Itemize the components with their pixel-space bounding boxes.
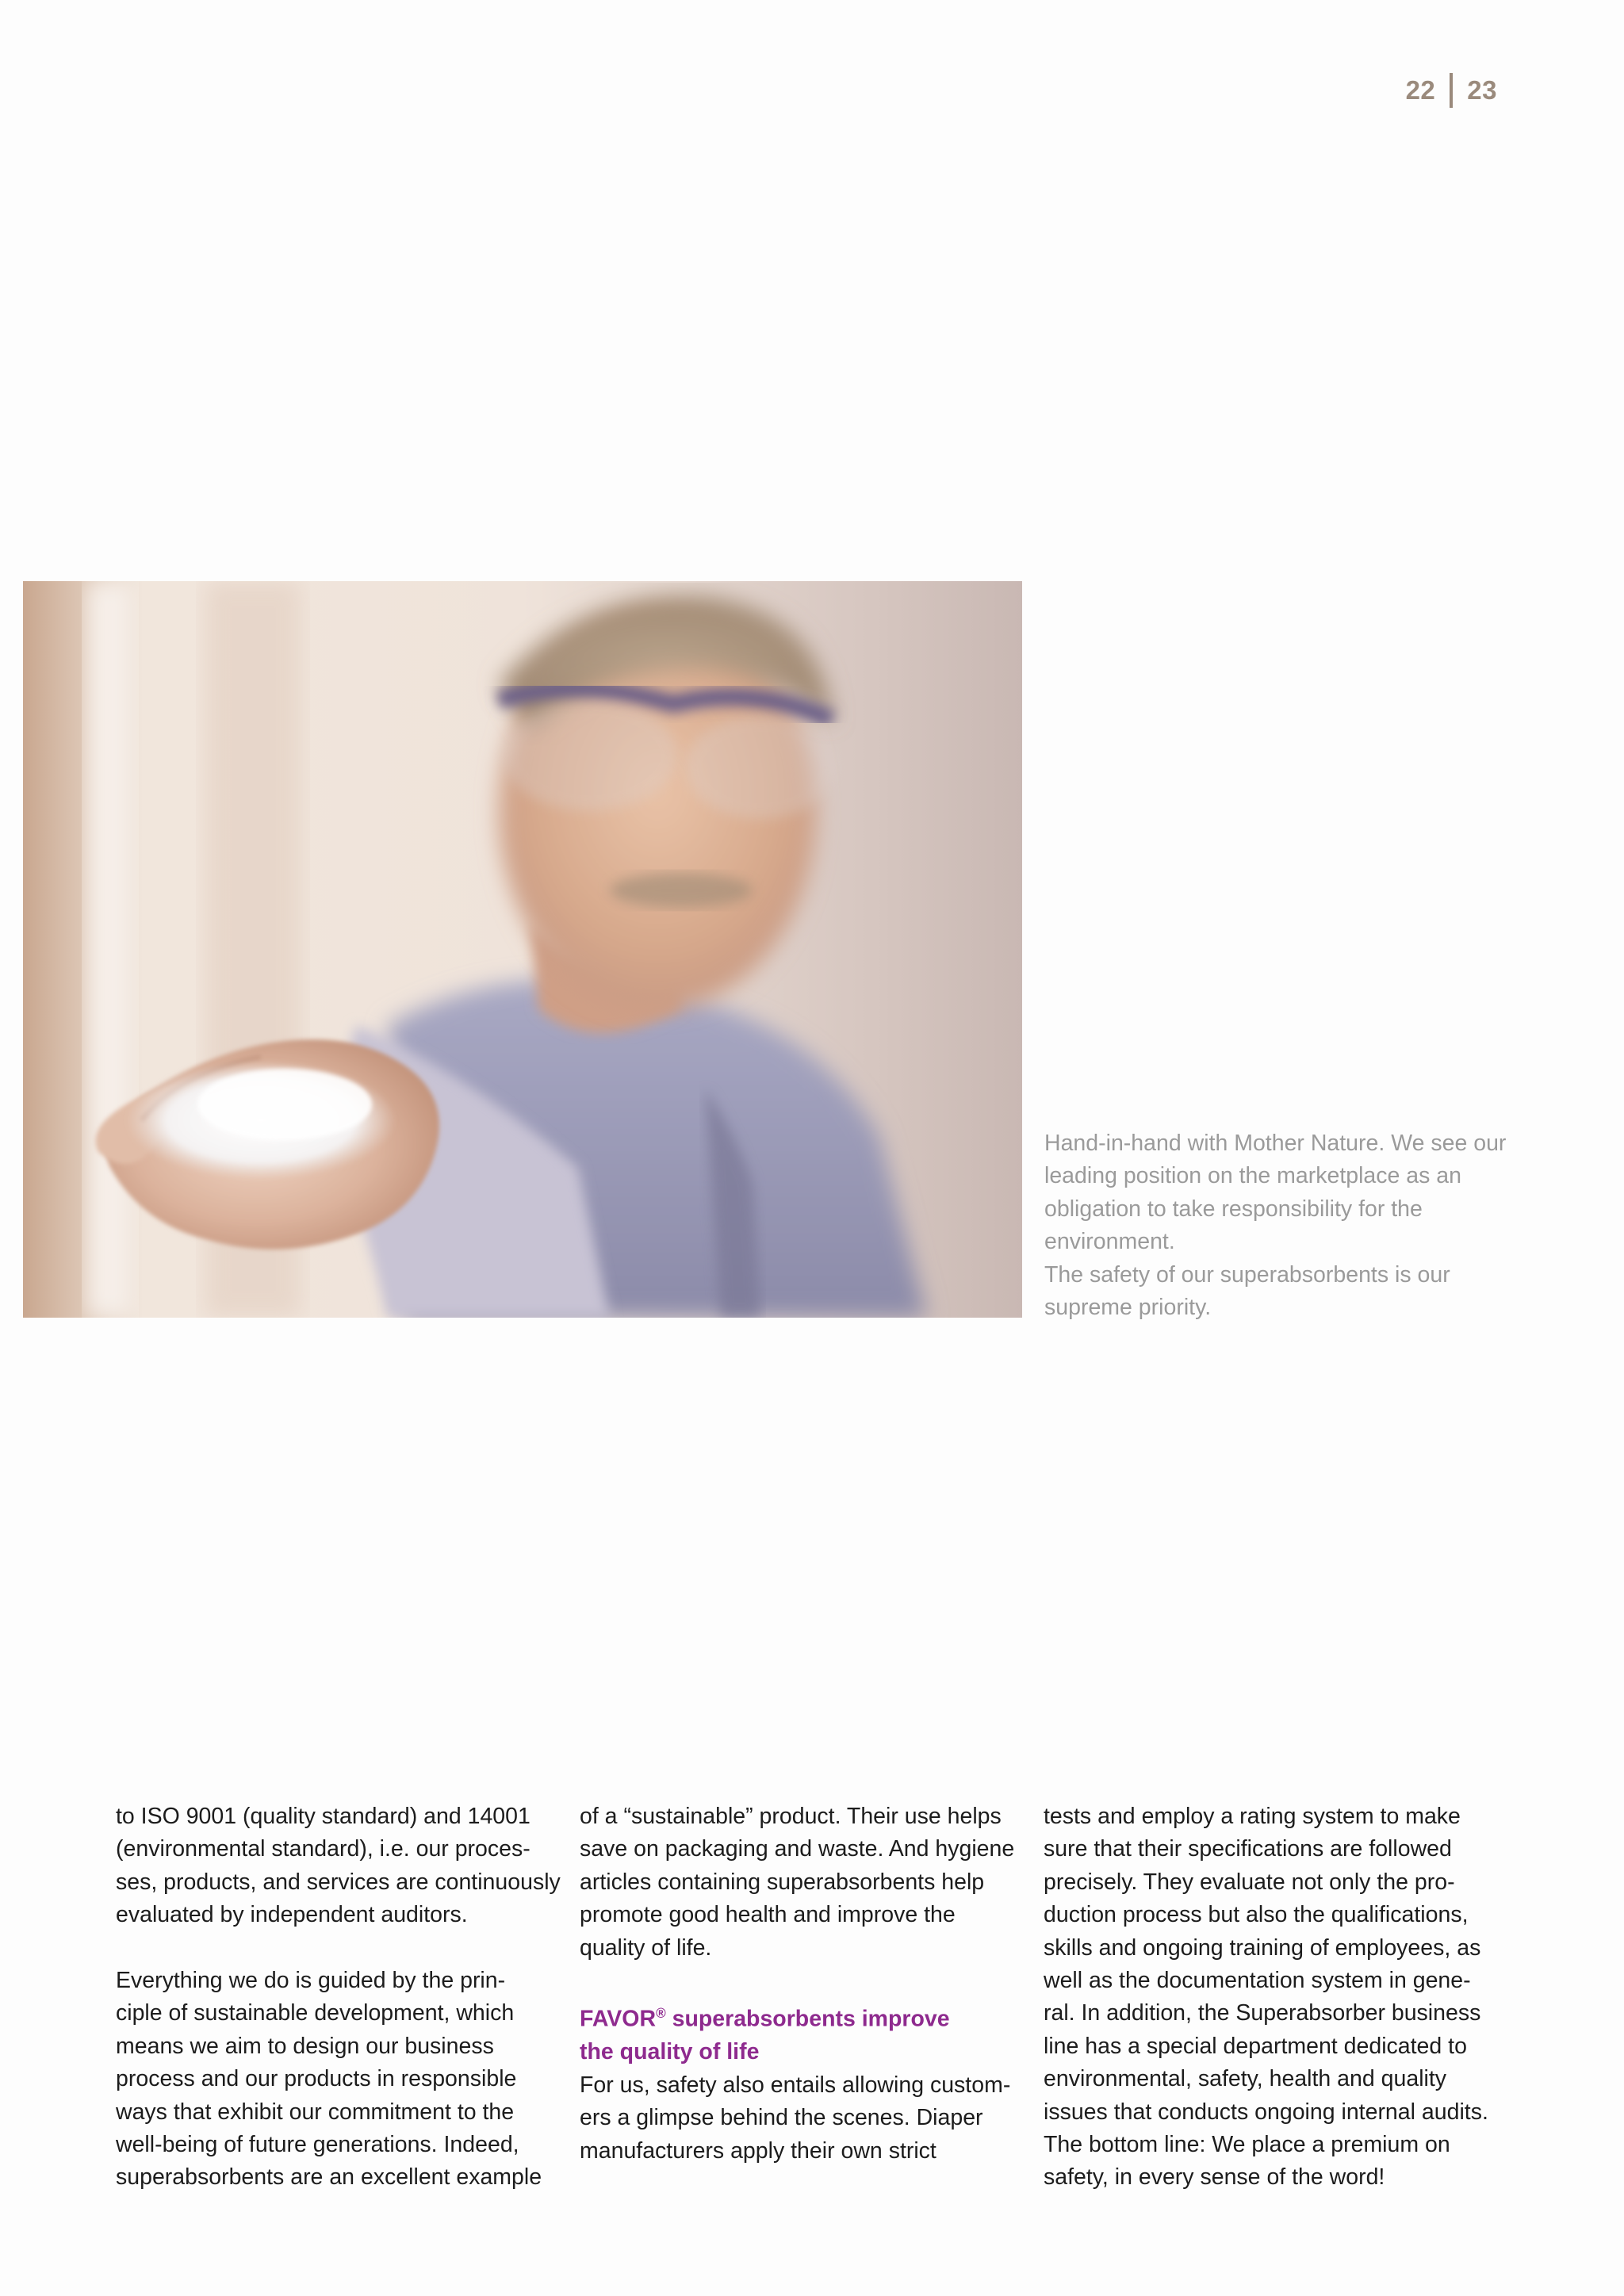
- section-subheading: [580, 1997, 1044, 2068]
- column-3-paragraph-1: tests and employ a rating system to make sure that their specifications are followed precisely. They evaluate not only the pro- duction process but also the qualifications, skills and ongoing training of employees, as well as the documentation system in gene- ral. In addition, the Superabsorber business line has a special department dedicated to environmental, safety, health and quality issues that conducts ongoing internal audits. The bottom line: We place a premium on safety, in every sense of the word!: [1044, 1804, 1488, 2191]
- column-3: [1044, 1800, 1511, 2195]
- column-2: [580, 1800, 1044, 2195]
- caption-line-1: Hand-in-hand with Mother Nature. We see our leading position on the marketplace as an obligation to take responsibility for the environment.: [1044, 1131, 1507, 1255]
- column-2-paragraph-2: For us, safety also entails allowing custom- ers a glimpse behind the scenes. Diaper manufacturers apply their own strict: [580, 2072, 1011, 2164]
- caption-line-2: The safety of our superabsorbents is our supreme priority.: [1044, 1261, 1450, 1321]
- subheading-brand: FAVOR: [580, 2006, 657, 2032]
- registered-mark: ®: [656, 2006, 666, 2022]
- page-numbers: [1406, 73, 1497, 108]
- subheading-rest: superabsorbents improve the quality of life: [580, 2006, 950, 2065]
- photo-illustration: [23, 581, 1022, 1318]
- photo-caption: [1044, 1127, 1512, 1324]
- body-text-columns: [116, 1800, 1511, 2195]
- column-1: [116, 1800, 580, 2195]
- column-1-paragraph-1: to ISO 9001 (quality standard) and 14001 (environmental standard), i.e. our proces- ses, products, and services are continuously evaluated by independent auditors.: [116, 1804, 561, 1928]
- page-number-left: 22: [1405, 75, 1436, 105]
- page-number-right: 23: [1467, 75, 1497, 105]
- photo-man-holding-powder: [23, 581, 1022, 1318]
- column-1-paragraph-2: Everything we do is guided by the prin- ciple of sustainable development, which means we aim to design our business process and our products in responsible ways that exhibit our commitment to the well-being of future generations. Indeed, superabsorbents are an excellent example: [116, 1968, 542, 2191]
- column-2-paragraph-1: of a “sustainable” product. Their use helps save on packaging and waste. And hygiene articles containing superabsorbents help promote good health and improve the quality of life.: [580, 1804, 1015, 1961]
- page-number-divider: [1450, 73, 1453, 108]
